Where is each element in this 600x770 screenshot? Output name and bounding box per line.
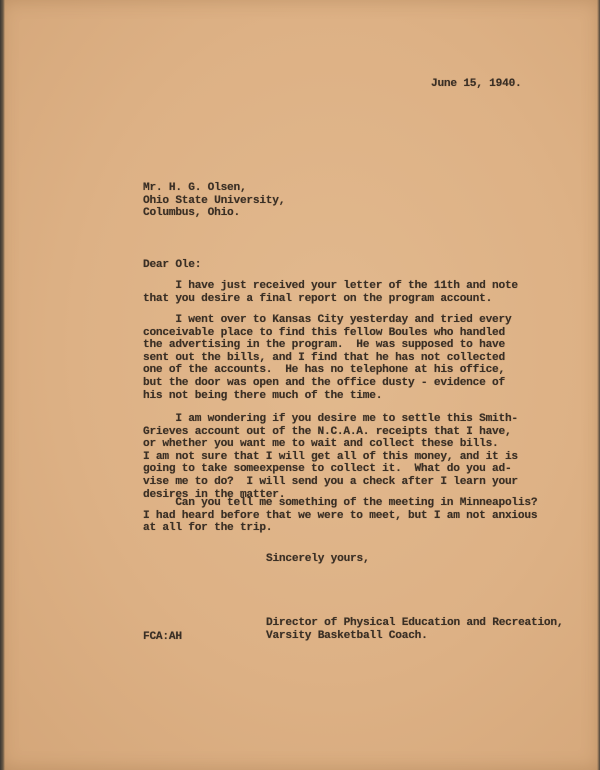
- paragraph-line: Grieves account out of the N.C.A.A. receipts that I have,: [143, 425, 512, 438]
- paragraph-3: [143, 413, 518, 501]
- letter-date: June 15, 1940.: [431, 78, 522, 90]
- reference-initials: FCA:AH: [143, 631, 182, 643]
- paragraph-line: but the door was open and the office dusty - evidence of: [143, 376, 505, 389]
- paragraph-line: I am not sure that I will get all of this money, and it is: [143, 450, 518, 463]
- signature-block: [266, 617, 563, 642]
- paragraph-line: vise me to do? I will send you a check after I learn your: [143, 475, 518, 488]
- signature-line: Varsity Basketball Coach.: [266, 629, 428, 642]
- paragraph-line: I am wondering if you desire me to settle this Smith-: [143, 413, 518, 425]
- paragraph-line: his not being there much of the time.: [143, 389, 383, 402]
- paragraph-2: [143, 314, 511, 402]
- paragraph-line: sent out the bills, and I find that he has not collected: [143, 351, 505, 364]
- paragraph-line: I had heard before that we were to meet, but I am not anxious: [143, 509, 538, 522]
- paragraph-line: I went over to Kansas City yesterday and tried every: [143, 314, 512, 326]
- scan-edge-left: [0, 0, 5, 770]
- recipient-address: [143, 182, 285, 220]
- closing: Sincerely yours,: [266, 553, 370, 565]
- paragraph-1: [143, 280, 518, 305]
- paragraph-line: or whether you want me to wait and collect these bills.: [143, 438, 499, 451]
- paragraph-line: I have just received your letter of the 11th and note: [143, 280, 518, 292]
- paragraph-line: conceivable place to find this fellow Boules who handled: [143, 326, 505, 339]
- recipient-line: Ohio State University,: [143, 194, 286, 207]
- paragraph-line: Can you tell me something of the meeting in Minneapolis?: [143, 497, 538, 509]
- paragraph-line: desires in the matter.: [143, 488, 286, 501]
- salutation: Dear Ole:: [143, 259, 202, 271]
- recipient-line: Mr. H. G. Olsen,: [143, 182, 247, 194]
- signature-line: Director of Physical Education and Recreation,: [266, 617, 564, 629]
- paragraph-line: the advertising in the program. He was supposed to have: [143, 339, 505, 352]
- recipient-line: Columbus, Ohio.: [143, 207, 240, 220]
- paragraph-line: that you desire a final report on the program account.: [143, 292, 493, 305]
- paragraph-4: [143, 497, 537, 535]
- paragraph-line: going to take someexpense to collect it. What do you ad-: [143, 463, 512, 476]
- paragraph-line: at all for the trip.: [143, 522, 273, 535]
- paragraph-line: one of the accounts. He has no telephone at his office,: [143, 364, 505, 377]
